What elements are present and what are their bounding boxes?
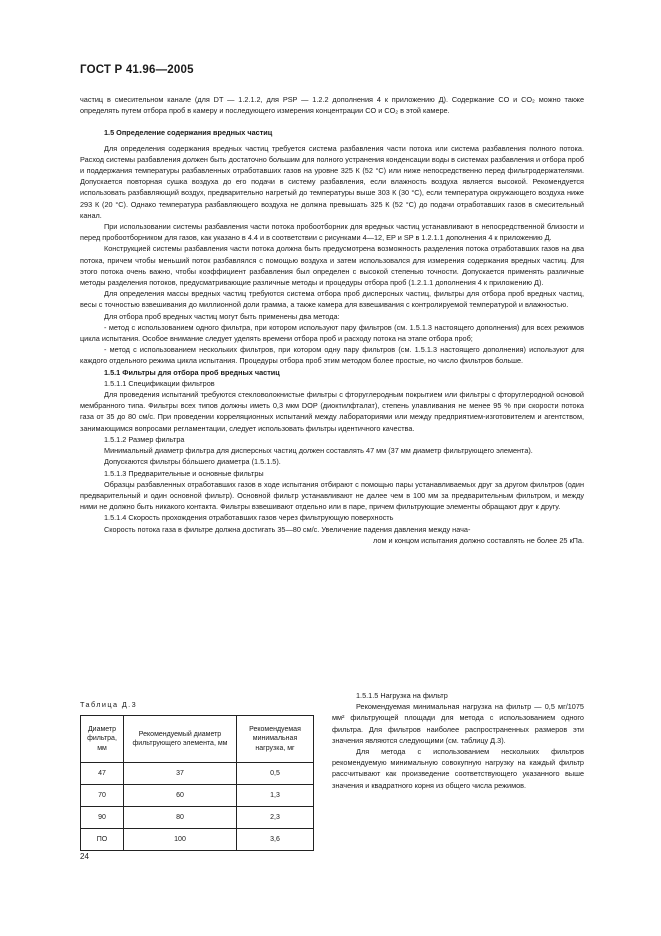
subsection-heading: 1.5.1.1 Спецификации фильтров (104, 378, 215, 388)
table-cell: 3,6 (237, 829, 314, 851)
paragraph: частиц в смесительном канале (для DT — 1.2.1.2, для PSP — 1.2.2 дополнения 4 к приложению Д). Содержание CO и CO₂ можно также определять путем отбора проб в камеру и последующего измерения концентрации CO и CO₂ в этой камере. (80, 95, 584, 116)
paragraph: Для отбора проб вредных частиц могут быть применены два метода: (104, 311, 340, 321)
table-row (81, 807, 314, 829)
paragraph: - метод с использованием нескольких фильтров, при котором одну пару фильтров (см. 1.5.1.3 настоящего дополнения) используют для каждого отдельного режима цикла испытания. Процедуры отбора проб этим методом более простые, но число фильтров больше. (80, 345, 584, 366)
table-cell: 70 (81, 785, 124, 807)
text-column (332, 690, 584, 791)
subsection-heading: 1.5.1.2 Размер фильтра (104, 434, 185, 444)
table-cell: 80 (124, 807, 237, 829)
table-column (80, 690, 314, 851)
page-body (80, 94, 584, 546)
table-cell: 47 (81, 763, 124, 785)
table-row (81, 763, 314, 785)
table-header-cell: Диаметр фильтра, мм (81, 716, 124, 763)
table-row (81, 785, 314, 807)
table-caption: Таблица Д.3 (80, 700, 138, 709)
paragraph: - метод с использованием одного фильтра, при котором используют пару фильтров (см. 1.5.1.3 настоящего дополнения) для всех режимов цикла испытания. Особое внимание следует уделять времени отбора проб и расходу потока на этапе отбора проб; (80, 322, 584, 344)
subsection-heading: 1.5.1.5 Нагрузка на фильтр (356, 691, 448, 700)
table-cell: 100 (124, 829, 237, 851)
paragraph: Для определения содержания вредных частиц требуется система разбавления части потока или система разбавления полного потока. Расход системы разбавления должен быть достаточно большим для полного устранения конденсации воды в системах разбавления и отбора проб и поддержания температуры разбавленных отработавших газов на уровне 325 К (52 °С) или ниже непосредственно перед фильтродержателями. Допускается повторная сушка воздуха до его подачи в систему разбавления, если влажность воздуха является высокой. Рекомендуется использовать разбавляющий воздух, предварительно нагретый до температуры выше 303 К (30 °С), если температура окружающего воздуха ниже 293 К (20 °С). Однако температура разбавляющего воздуха не должна превышать 325 К (52 °С) до подачи отработавших газов в смесительный канал. (80, 143, 584, 220)
paragraph: При использовании системы разбавления части потока пробоотборник для вредных частиц устанавливают в непосредственной близости и перед пробоотборником для газов, как указано в 4.4 и в соответствии с рисунками 4—12, EP и SP в 1.2.1.1 дополнения 4 к приложению Д. (80, 222, 584, 243)
subsection-heading: 1.5.1 Фильтры для отбора проб вредных частиц (104, 367, 280, 377)
table-cell: 90 (81, 807, 124, 829)
section-heading: 1.5 Определение содержания вредных частиц (104, 128, 273, 138)
table-row (81, 829, 314, 851)
paragraph: Для метода с использованием нескольких фильтров рекомендуемую минимальную совокупную нагрузку на каждый фильтр рассчитывают как произведение соответствующего указанного выше значения и квадратного корня из общего числа режимов. (332, 747, 584, 790)
paragraph: Скорость потока газа в фильтре должна достигать 35—80 см/с. Увеличение падения давления между нача- (104, 524, 471, 534)
filter-table (80, 715, 314, 851)
table-header-cell: Рекомендуемый диаметр фильтрующего элемента, мм (124, 716, 237, 763)
page-number: 24 (80, 852, 89, 861)
table-cell: 0,5 (237, 763, 314, 785)
table-cell: 60 (124, 785, 237, 807)
paragraph: Минимальный диаметр фильтра для дисперсных частиц должен составлять 47 мм (37 мм диаметр фильтрующего элемента). (104, 446, 533, 456)
document-header: ГОСТ Р 41.96—2005 (80, 64, 194, 76)
subsection-heading: 1.5.1.4 Скорость прохождения отработавших газов через фильтрующую поверхность (104, 513, 394, 523)
table-header-cell: Рекомендуемая минимальная нагрузка, мг (237, 716, 314, 763)
paragraph: Образцы разбавленных отработавших газов в ходе испытания отбирают с помощью пары устанавливаемых друг за другом фильтров (один предварительный и один основной фильтр). Основной фильтр устанавливают не далее чем в 100 мм за предварительным фильтром, и между ними не должно быть никакого контакта. Фильтры взвешивают отдельно или в паре, причем фильтрующие элементы обращают друг к другу. (80, 479, 584, 512)
paragraph: Для определения массы вредных частиц требуются система отбора проб дисперсных частиц, фильтры для отбора проб вредных частиц, весы с точностью взвешивания до миллионной доли грамма, а также камера для взвешивания с контролируемой температурой и влажностью. (80, 289, 584, 310)
paragraph: лом и концом испытания должно составлять не более 25 кПа. (373, 535, 584, 545)
table-cell: ПО (81, 829, 124, 851)
table-cell: 1,3 (237, 785, 314, 807)
table-cell: 37 (124, 763, 237, 785)
paragraph: Допускаются фильтры бо́льшего диаметра (1.5.1.5). (104, 457, 281, 467)
table-cell: 2,3 (237, 807, 314, 829)
paragraph: Для проведения испытаний требуются стекловолокнистые фильтры с фторуглеродным покрытием или фильтры с фторуглеродной основой мембранного типа. Фильтры всех типов должны иметь 0,3 мкм DOP (диоктилфталат), степень улавливания не менее 95 % при скорости потока газа от 35 до 80 см/с. При проведении корреляционных испытаний между лабораториями или между предприятием-изготовителем и агентством, занимающимся вопросами регламентации, следует использовать фильтры идентичного качества. (80, 390, 584, 433)
subsection-heading: 1.5.1.3 Предварительные и основные фильтры (104, 468, 264, 478)
paragraph: Рекомендуемая минимальная нагрузка на фильтр — 0,5 мг/1075 мм² фильтрующей площади для метода с использованием одного фильтра. Для фильтров наиболее распространенных размеров эти значения являются следующими (см. таблицу Д.3). (332, 702, 584, 745)
paragraph: Конструкцией системы разбавления части потока должна быть предусмотрена возможность разделения потока отработавших газов на два потока, причем чтобы меньший поток разбавлялся с помощью воздуха и затем использовался для измерения содержания вредных частиц. Для этого потока очень важно, чтобы коэффициент разбавления был определен с высокой степенью точности. Допускается применять различные методы разделения потоков, предусматривающие различные методы и процедуры отбора проб (1.2.1.1 дополнения 4 к приложению Д). (80, 244, 584, 288)
